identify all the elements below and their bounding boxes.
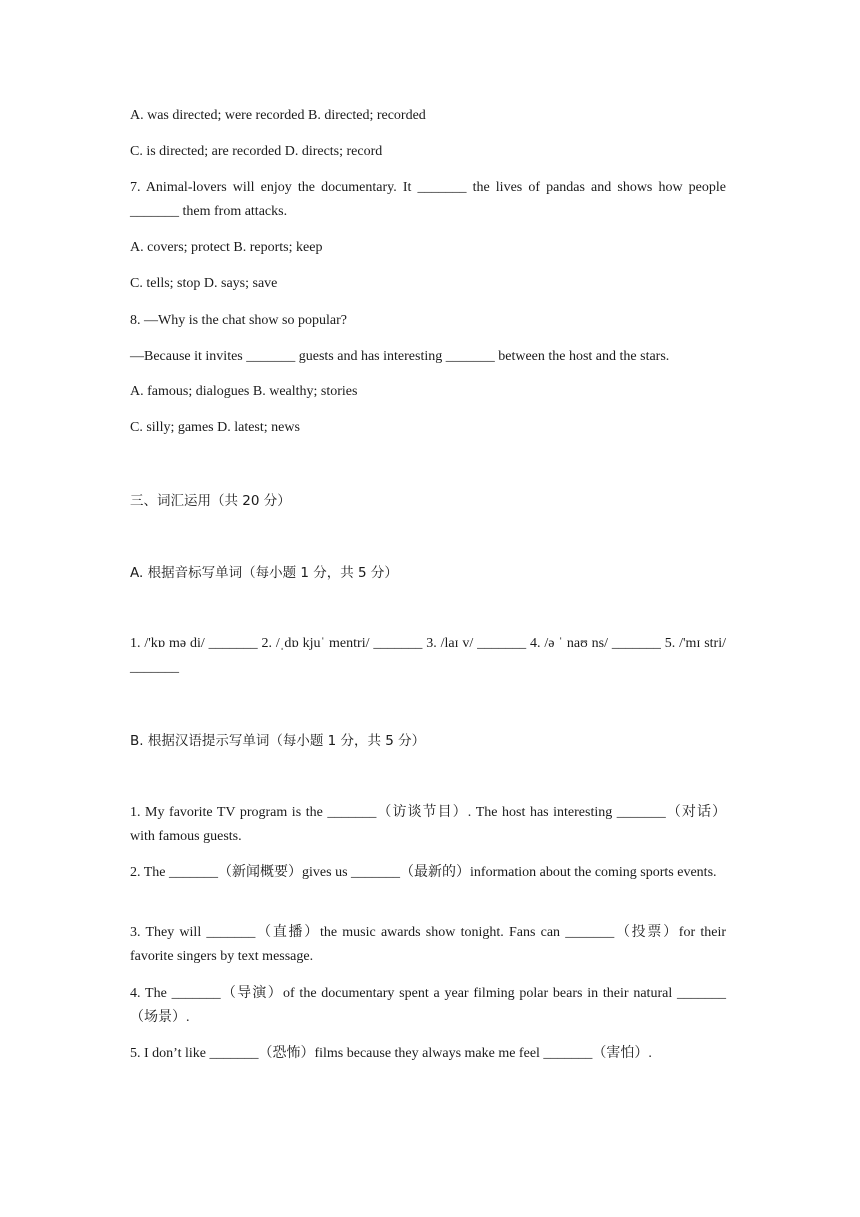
- question-8-answer: —Because it invites _______ guests and has interesting _______ between the host and the stars.: [130, 349, 670, 364]
- phonetic-items: 1. /'kɒ mə di/ _______ 2. /ˌdɒ kjuˈ mentri/ _______ 3. /laɪ v/ _______ 4. /ə ˈ naʊ ns/ _______ 5. /'mɪ stri/ _______: [130, 636, 726, 675]
- option-line-6cd: C. is directed; are recorded D. directs; record: [130, 144, 383, 159]
- part-b-item-4: 4. The _______（导演）of the documentary spent a year filming polar bears in their natural _______（场景）.: [130, 986, 726, 1025]
- option-line-7ab: A. covers; protect B. reports; keep: [130, 240, 323, 255]
- part-b-item-1: 1. My favorite TV program is the _______（访谈节目）. The host has interesting _______（对话）with famous guests.: [130, 805, 726, 844]
- part-b-heading: B. 根据汉语提示写单词（每小题 1 分，共 5 分）: [130, 733, 426, 749]
- option-line-6ab: A. was directed; were recorded B. directed; recorded: [130, 108, 426, 123]
- part-b-item-2: 2. The _______（新闻概要）gives us _______（最新的）information about the coming sports events.: [130, 865, 717, 880]
- part-b-item-3: 3. They will _______（直播）the music awards show tonight. Fans can _______（投票）for their favorite singers by text message.: [130, 925, 726, 964]
- part-b-item-5: 5. I don’t like _______（恐怖）films because they always make me feel _______（害怕）.: [130, 1046, 652, 1061]
- section-three-heading: 三、词汇运用（共 20 分）: [130, 493, 291, 509]
- question-8: 8. —Why is the chat show so popular?: [130, 313, 347, 328]
- option-line-8ab: A. famous; dialogues B. wealthy; stories: [130, 384, 358, 399]
- question-7: 7. Animal-lovers will enjoy the documentary. It _______ the lives of pandas and shows how people _______ them from attacks.: [130, 180, 726, 219]
- option-line-8cd: C. silly; games D. latest; news: [130, 420, 300, 435]
- part-a-heading: A. 根据音标写单词（每小题 1 分，共 5 分）: [130, 565, 398, 581]
- option-line-7cd: C. tells; stop D. says; save: [130, 276, 278, 291]
